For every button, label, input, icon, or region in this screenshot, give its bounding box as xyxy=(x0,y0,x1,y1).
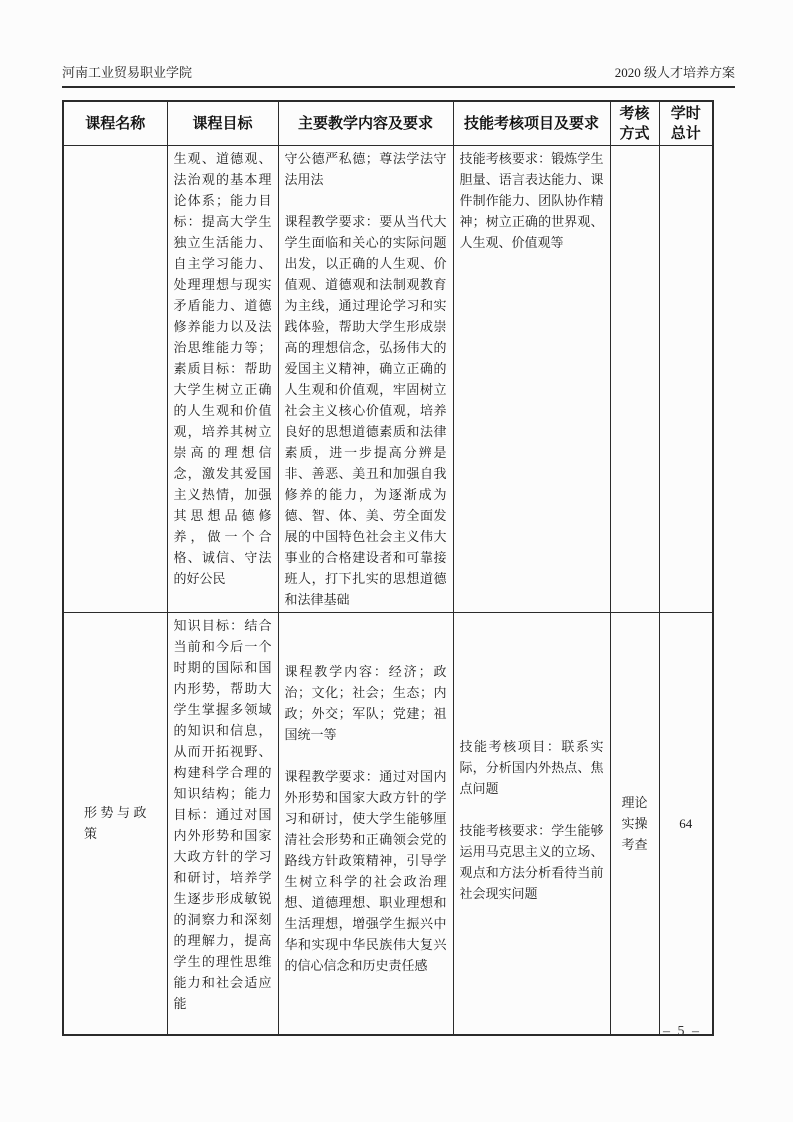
column-header-skill-assessment: 技能考核项目及要求 xyxy=(453,101,610,146)
cell-skill-assessment: 技能考核项目：联系实际，分析国内外热点、焦点问题 技能考核要求：学生能够运用马克思主义的立场、观点和方法分析看待当前社会现实问题 xyxy=(453,613,610,1035)
page-number: – 5 – xyxy=(663,1024,701,1039)
cell-assessment-method: 理论实操考查 xyxy=(610,613,659,1035)
cell-teaching-content: 课程教学内容：经济；政治；文化；社会；生态；内政；外交；军队；党建；祖国统一等 课程教学要求：通过对国内外形势和国家大政方针的学习和研讨，使大学生能够厘清社会形势和正确领会党的路线方针政策精神，引导学生树立科学的社会政治理想、道德理想、职业理想和生活理想，增强学生振兴中华和实现中华民族伟大复兴的信心信念和历史责任感 xyxy=(278,613,453,1035)
cell-total-hours: 64 xyxy=(659,613,713,1035)
curriculum-table xyxy=(62,100,714,1036)
column-header-total-hours: 学时总计 xyxy=(659,101,713,146)
table-header-row xyxy=(63,101,713,146)
cell-assessment-method xyxy=(610,146,659,613)
column-header-course-objectives: 课程目标 xyxy=(167,101,278,146)
cell-course-name: 形势与政策 xyxy=(63,613,167,1035)
cell-total-hours xyxy=(659,146,713,613)
cell-course-objectives: 生观、道德观、法治观的基本理论体系；能力目标：提高大学生独立生活能力、自主学习能力、处理理想与现实矛盾能力、道德修养能力以及法治思维能力等；素质目标：帮助大学生树立正确的人生观和价值观，培养其树立崇高的理想信念，激发其爱国主义热情，加强其思想品德修养，做一个合格、诚信、守法的好公民 xyxy=(167,146,278,613)
cell-teaching-content: 守公德严私德；尊法学法守法用法 课程教学要求：要从当代大学生面临和关心的实际问题出发，以正确的人生观、价值观、道德观和法制观教育为主线，通过理论学习和实践体验，帮助大学生形成崇高的理想信念，弘扬伟大的爱国主义精神，确立正确的人生观和价值观，牢固树立社会主义核心价值观，培养良好的思想道德素质和法律素质，进一步提高分辨是非、善恶、美丑和加强自我修养的能力，为逐渐成为德、智、体、美、劳全面发展的中国特色社会主义伟大事业的合格建设者和可靠接班人，打下扎实的思想道德和法律基础 xyxy=(278,146,453,613)
cell-skill-assessment: 技能考核要求：锻炼学生胆量、语言表达能力、课件制作能力、团队协作精神；树立正确的世界观、人生观、价值观等 xyxy=(453,146,610,613)
table-row-continued-course xyxy=(63,146,713,613)
column-header-assessment-method: 考核方式 xyxy=(610,101,659,146)
page-header xyxy=(62,64,735,82)
cell-course-name xyxy=(63,146,167,613)
cell-course-objectives: 知识目标：结合当前和今后一个时期的国际和国内形势，帮助大学生掌握多领域的知识和信息，从而开拓视野、构建科学合理的知识结构；能力目标：通过对国内外形势和国家大政方针的学习和研讨，培养学生逐步形成敏锐的洞察力和深刻的理解力，提高学生的理性思维能力和社会适应能 xyxy=(167,613,278,1035)
column-header-teaching-content: 主要教学内容及要求 xyxy=(278,101,453,146)
table-row-situation-and-policy xyxy=(63,613,713,1035)
header-doc-title: 2020 级人才培养方案 xyxy=(614,65,735,80)
column-header-course-name: 课程名称 xyxy=(63,101,167,146)
header-school-name: 河南工业贸易职业学院 xyxy=(62,65,193,80)
header-rule xyxy=(62,86,735,88)
